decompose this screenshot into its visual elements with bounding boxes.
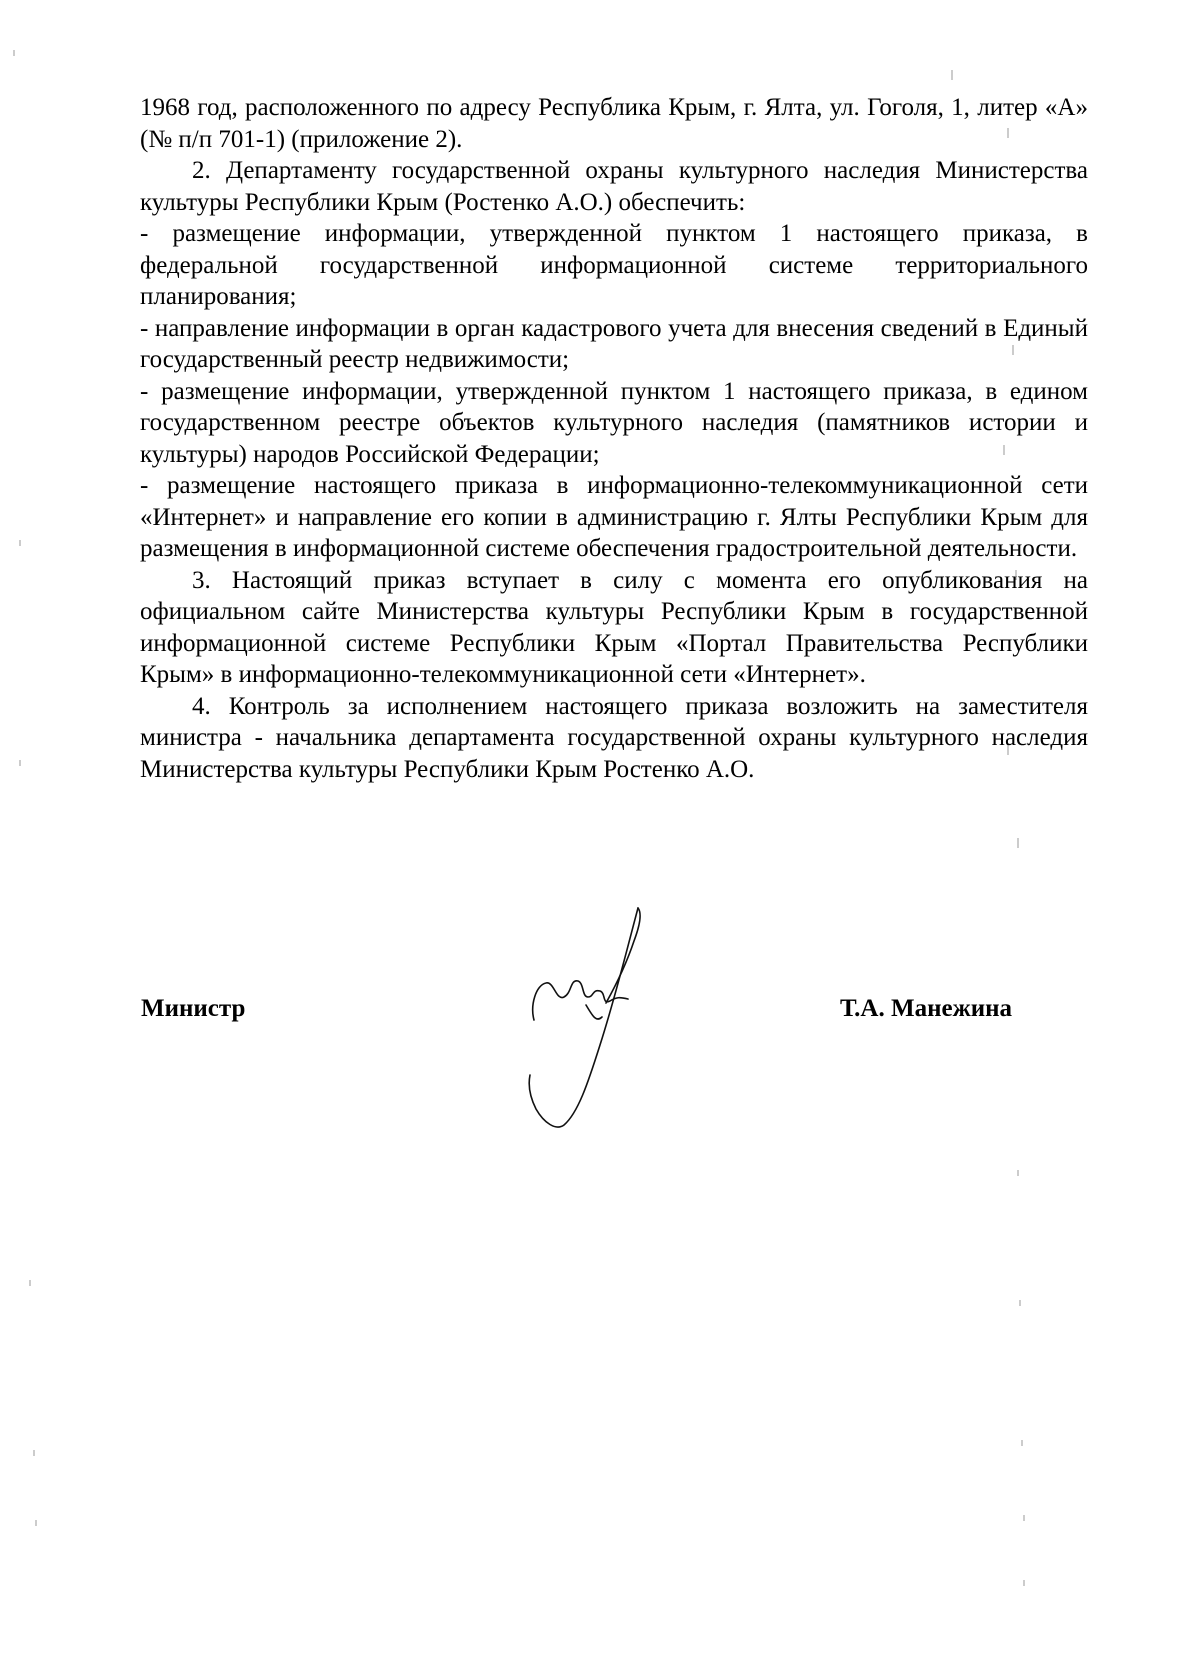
list-item: - размещение информации, утвержденной пунктом 1 настоящего приказа, в едином государственном реестре объектов культурного наследия (памятников истории и культуры) народов Российской Федерации;	[140, 377, 1088, 468]
paragraph-continuation: 1968 год, расположенного по адресу Республика Крым, г. Ялта, ул. Гоголя, 1, литер «А» (№ п/п 701-1) (приложение 2).	[140, 94, 1088, 153]
list-item: - размещение настоящего приказа в информационно-телекоммуникационной сети «Интернет» и направление его копии в администрацию г. Ялты Республики Крым для размещения в информационной системе обеспечения градостроительной деятельности.	[140, 472, 1088, 562]
signatory-name: Т.А. Манежина	[840, 995, 1013, 1022]
list-item: - направление информации в орган кадастрового учета для внесения сведений в Единый государственный реестр недвижимости;	[140, 314, 1088, 373]
signatory-position: Министр	[141, 995, 246, 1022]
paragraph-item-3: 3. Настоящий приказ вступает в силу с момента его опубликования на официальном сайте Министерства культуры Республики Крым в государственной информационной системе Республики Крым «Портал Правительства Республики Крым» в информационно-телекоммуникационной сети «Интернет».	[140, 566, 1088, 688]
handwritten-signature	[520, 905, 690, 1130]
document-body	[140, 92, 1088, 785]
paragraph-item-2: 2. Департаменту государственной охраны культурного наследия Министерства культуры Республики Крым (Ростенко А.О.) обеспечить:	[140, 157, 1088, 216]
list-item: - размещение информации, утвержденной пунктом 1 настоящего приказа, в федеральной государственной информационной системе территориального планирования;	[140, 220, 1088, 310]
paragraph-item-4: 4. Контроль за исполнением настоящего приказа возложить на заместителя министра - начальника департамента государственной охраны культурного наследия Министерства культуры Республики Крым Ростенко А.О.	[140, 692, 1088, 783]
